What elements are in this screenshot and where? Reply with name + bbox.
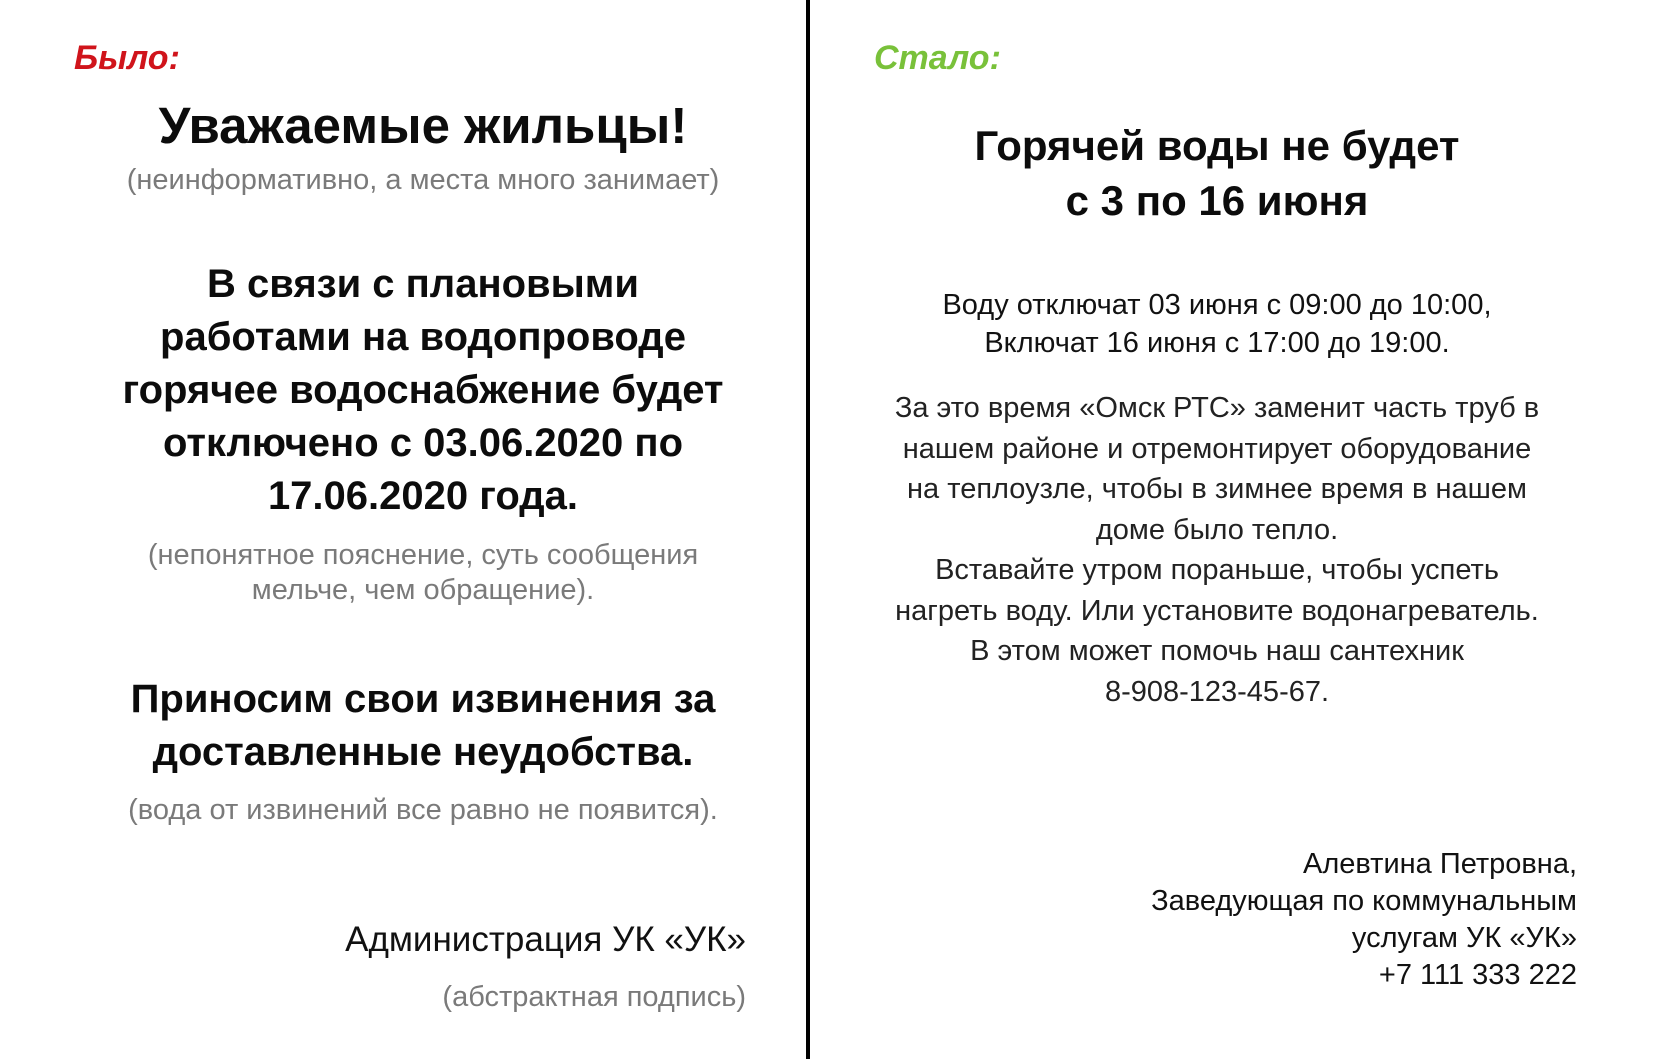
after-schedule: Воду отключат 03 июня с 09:00 до 10:00, Включат 16 июня с 17:00 до 19:00. [942, 289, 1492, 359]
after-details: За это время «Омск РТС» заменит часть труб в нашем районе и отремонтирует оборудование на теплоузле, чтобы в зимнее время в нашем доме было тепло. Вставайте утром пораньше, чтобы успеть нагреть воду. Или установите водонагреватель. В этом может помочь наш сантехник 8-908-123-45-67. [894, 392, 1540, 708]
before-signature: Администрация УК «УК» [345, 920, 746, 959]
before-apology-note: (вода от извинений все равно не появится). [128, 794, 718, 826]
before-panel [0, 0, 806, 1059]
before-greeting: Уважаемые жильцы! [158, 97, 688, 154]
before-message-note: (непонятное пояснение, суть сообщения мельче, чем обращение). [147, 539, 699, 606]
after-label: Стало: [874, 39, 1001, 77]
before-greeting-note: (неинформативно, а места много занимает) [126, 164, 720, 196]
after-panel [810, 0, 1677, 1059]
before-apology: Приносим свои извинения за доставленные неудобства. [130, 677, 716, 774]
after-signature: Алевтина Петровна, Заведующая по коммунальным услугам УК «УК» +7 111 333 222 [1151, 848, 1577, 991]
before-label: Было: [74, 39, 180, 77]
before-signature-note: (абстрактная подпись) [442, 981, 746, 1013]
before-message: В связи с плановыми работами на водопроводе горячее водоснабжение будет отключено с 03.06.2020 по 17.06.2020 года. [122, 262, 724, 518]
after-headline: Горячей воды не будет с 3 по 16 июня [974, 122, 1460, 224]
